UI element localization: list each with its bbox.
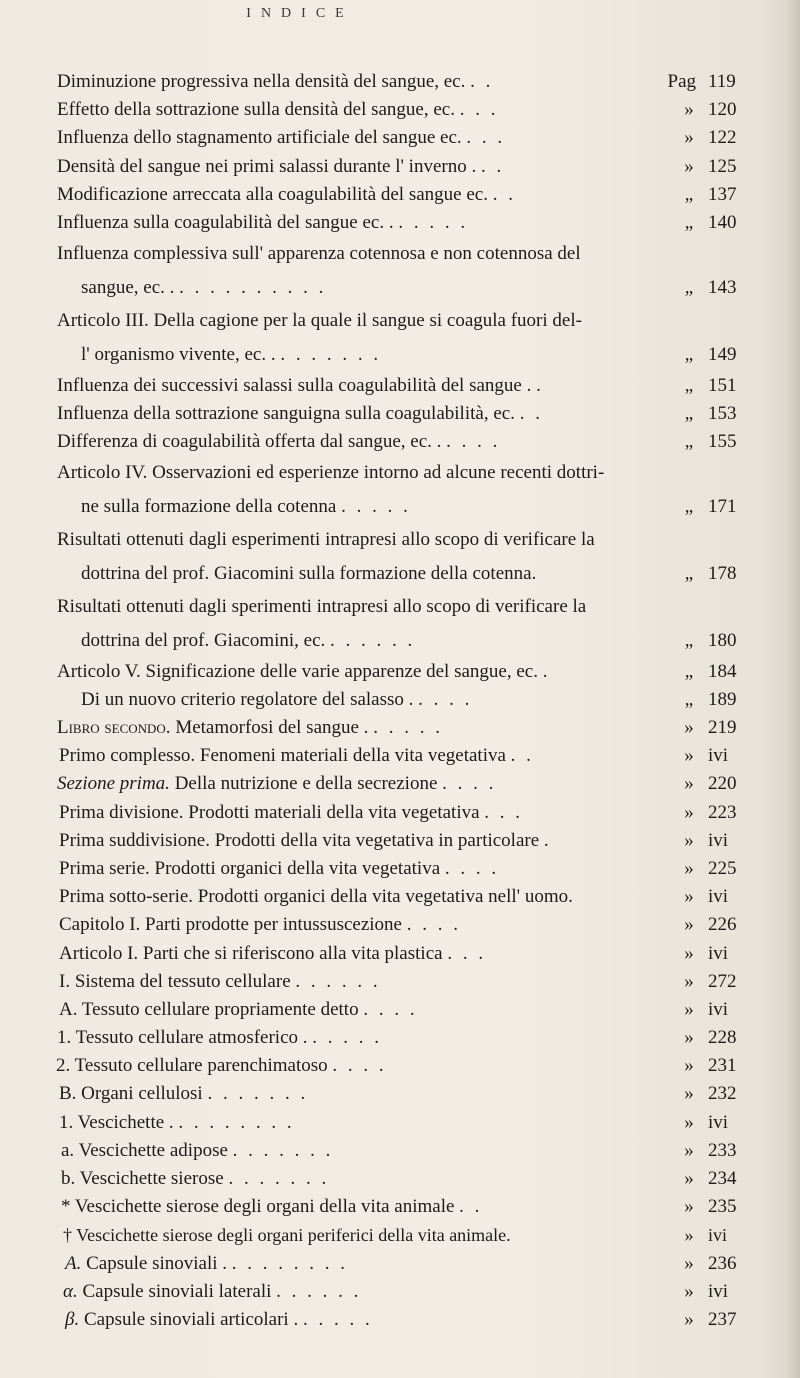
toc-entry-text: I. Sistema del tessuto cellulare	[59, 970, 291, 992]
toc-entry	[57, 1278, 762, 1306]
toc-entry-text: Modificazione arreccata alla coagulabilità del sangue ec.	[57, 183, 488, 205]
ditto-mark: „	[684, 402, 694, 424]
leader-dots: . . .	[447, 942, 487, 964]
toc-entry-text: Della nutrizione e della secrezione	[169, 773, 438, 795]
page-number: 178	[708, 562, 737, 584]
ditto-mark: »	[684, 99, 694, 121]
toc-italic-label: α.	[63, 1280, 78, 1302]
toc-entry	[57, 799, 762, 827]
toc-entry-text: Prima sotto-serie. Prodotti organici della vita vegetativa nell' uomo.	[59, 886, 573, 908]
toc-entry-title	[61, 1165, 329, 1193]
toc-entry-title	[57, 209, 468, 237]
toc-entry-title	[81, 271, 326, 305]
page-number: 155	[708, 430, 737, 452]
page-number: ivi	[708, 1111, 729, 1133]
ditto-mark: »	[684, 1308, 694, 1330]
ditto-mark: »	[684, 829, 694, 851]
toc-entry-text: sangue, ec. .	[81, 276, 175, 298]
toc-entry-title	[59, 799, 523, 827]
page-number: 120	[708, 99, 737, 121]
toc-entry	[57, 968, 762, 996]
toc-entry-text: Articolo III. Della cagione per la quale il sangue si coagula fuori del-	[57, 310, 582, 332]
page-number: 232	[708, 1083, 737, 1105]
leader-dots: . .	[519, 402, 543, 424]
leader-dots: . . . .	[442, 773, 497, 795]
toc-entry-title	[59, 855, 499, 883]
toc-entry-text: Influenza dello stagnamento artificiale del sangue ec.	[57, 127, 462, 149]
page-number: 180	[708, 630, 737, 652]
toc-entry	[57, 883, 762, 911]
toc-entry-text: Prima suddivisione. Prodotti della vita vegetativa in particolare	[59, 829, 540, 851]
page-edge	[786, 0, 800, 1378]
page-number: 225	[708, 857, 737, 879]
toc-italic-label: Sezione prima.	[57, 773, 170, 795]
leader-dots: . . . .	[332, 1055, 387, 1077]
page-number: 219	[708, 717, 737, 738]
toc-entry-text: Influenza complessiva sull' apparenza cotennosa e non cotennosa del	[57, 243, 581, 265]
leader-dots: . . . . . . .	[280, 343, 382, 365]
toc-entry-text: Prima divisione. Prodotti materiali della vita vegetativa	[59, 801, 480, 823]
page-number: 272	[708, 970, 737, 992]
toc-entry-title	[59, 940, 486, 968]
toc-entry	[57, 590, 762, 624]
toc-entry	[57, 1193, 762, 1221]
page-number: ivi	[708, 829, 729, 851]
page-number: 231	[708, 1055, 737, 1077]
toc-entry-title	[57, 96, 498, 124]
toc-entry-text: a. Vescichette adipose	[61, 1139, 228, 1161]
toc-italic-label: β.	[65, 1308, 80, 1330]
leader-dots: .	[542, 660, 551, 682]
toc-entry-text: Metamorfosi del sangue .	[170, 717, 369, 738]
toc-entry-text: Influenza dei successivi salassi sulla coagulabilità del sangue .	[57, 374, 532, 396]
leader-dots: . . . . . . .	[228, 1168, 330, 1189]
toc-entry-title	[57, 68, 493, 96]
ditto-mark: »	[684, 127, 694, 149]
toc-entry-text: Risultati ottenuti dagli esperimenti intrapresi allo scopo di verificare la	[57, 529, 595, 551]
ditto-mark: »	[684, 886, 694, 908]
toc-entry-title	[56, 1052, 387, 1080]
toc-entry-title	[81, 686, 472, 714]
page-number: ivi	[708, 886, 729, 908]
toc-entry-text: A. Tessuto cellulare propriamente detto	[59, 998, 359, 1020]
toc-entry	[57, 1165, 762, 1193]
page-number: ivi	[708, 745, 729, 767]
ditto-mark: »	[684, 1083, 694, 1105]
ditto-mark: »	[684, 998, 694, 1020]
toc-entry-text: l' organismo vivente, ec. .	[81, 343, 276, 365]
toc-entry-title	[81, 338, 381, 372]
leader-dots: . . . . .	[302, 1308, 373, 1330]
ditto-mark: »	[684, 1280, 694, 1302]
toc-entry	[57, 624, 762, 658]
page-number: 228	[708, 1027, 737, 1049]
toc-entry	[57, 770, 762, 798]
toc-entry-text: Prima serie. Prodotti organici della vita vegetativa	[59, 857, 441, 879]
toc-entry-title	[59, 883, 573, 911]
page-number: 223	[708, 801, 737, 823]
toc-entry-text: Articolo V. Significazione delle varie apparenze del sangue, ec.	[57, 660, 538, 682]
toc-entry-text: Risultati ottenuti dagli sperimenti intrapresi allo scopo di verificare la	[57, 596, 587, 618]
toc-entry-title	[57, 1024, 382, 1052]
leader-dots: . .	[492, 183, 516, 205]
toc-entry	[57, 1250, 762, 1278]
page-number: ivi	[708, 1225, 728, 1246]
toc-entry	[57, 237, 762, 271]
ditto-mark: »	[684, 801, 694, 823]
leader-dots: . . . . . . .	[207, 1083, 309, 1105]
ditto-mark: »	[684, 942, 694, 964]
ditto-mark: »	[684, 1252, 694, 1274]
page-number: 237	[708, 1308, 737, 1330]
toc-entry	[57, 1052, 762, 1080]
toc-entry	[57, 658, 762, 686]
leader-dots: . .	[510, 745, 534, 767]
toc-entry	[57, 428, 762, 456]
toc-entry	[57, 523, 762, 557]
toc-entry	[57, 1221, 762, 1249]
page-number: 125	[708, 155, 737, 177]
page-number: 220	[708, 773, 737, 795]
ditto-mark: „	[684, 630, 694, 652]
ditto-mark: »	[684, 155, 694, 177]
page-number: 151	[708, 374, 737, 396]
ditto-mark: „	[684, 183, 694, 205]
toc-italic-label: A.	[65, 1252, 82, 1274]
toc-entry-text: Capsule sinoviali .	[81, 1252, 228, 1274]
page-number: 189	[708, 688, 737, 710]
leader-dots: . . . . . .	[276, 1280, 362, 1302]
toc-entry-text: Articolo I. Parti che si riferiscono alla vita plastica	[59, 942, 443, 964]
toc-entry-title	[57, 590, 586, 624]
toc-entry-text: Di un nuovo criterio regolatore del salasso .	[81, 688, 414, 710]
page-number: ivi	[708, 998, 729, 1020]
toc-entry	[57, 400, 762, 428]
leader-dots: . . . . .	[312, 1027, 383, 1049]
ditto-mark: »	[684, 1111, 694, 1133]
toc-entry	[57, 742, 762, 770]
toc-entry	[57, 304, 762, 338]
ditto-mark: »	[684, 914, 694, 936]
leader-dots: . . . .	[406, 914, 461, 936]
toc-entry-text: Densità del sangue nei primi salassi durante l' inverno .	[57, 155, 477, 177]
leader-dots: . . . . . . . .	[178, 1111, 295, 1133]
page-number: 153	[708, 402, 737, 424]
page-number: 236	[708, 1252, 737, 1274]
toc-book-label: Libro secondo.	[57, 717, 171, 738]
toc-entry-text: 1. Tessuto cellulare atmosferico .	[57, 1027, 308, 1049]
ditto-mark: „	[684, 495, 694, 517]
page-number: 149	[708, 343, 737, 365]
page-header: INDICE	[246, 6, 354, 21]
ditto-mark: »	[684, 857, 694, 879]
page-number: 235	[708, 1196, 737, 1218]
toc-entry-title	[57, 181, 516, 209]
toc-entry	[57, 1080, 762, 1108]
leader-dots: . . .	[466, 127, 506, 149]
page-number: 143	[708, 276, 737, 298]
leader-dots: . .	[459, 1196, 483, 1218]
ditto-mark: »	[684, 1027, 694, 1049]
leader-dots: . . . .	[418, 688, 473, 710]
toc-entry-text: dottrina del prof. Giacomini sulla formazione della cotenna.	[81, 562, 537, 584]
toc-entry	[57, 456, 762, 490]
toc-entry-text: Capsule sinoviali articolari .	[79, 1308, 299, 1330]
toc-entry	[57, 271, 762, 305]
toc-entry-text: Diminuzione progressiva nella densità del sangue, ec.	[57, 71, 466, 92]
pag-label: Pag	[667, 71, 696, 92]
leader-dots: . . . . .	[373, 717, 443, 738]
toc-entry-text: Differenza di coagulabilità offerta dal sangue, ec. .	[57, 430, 442, 452]
toc-entry-title	[57, 714, 443, 742]
toc-entry-title	[59, 827, 552, 855]
toc-entry-title	[57, 237, 581, 271]
toc-entry-title	[63, 1221, 511, 1249]
toc-entry-text: Capitolo I. Parti prodotte per intussuscezione	[59, 914, 402, 936]
toc-entry	[57, 209, 762, 237]
leader-dots: .	[543, 829, 552, 851]
toc-entry-text: Influenza della sottrazione sanguigna sulla coagulabilità, ec.	[57, 402, 515, 424]
toc-entry-text: ne sulla formazione della cotenna	[81, 495, 337, 517]
ditto-mark: »	[684, 1139, 694, 1161]
ditto-mark: „	[684, 660, 694, 682]
leader-dots: . . . . . . . . . .	[179, 276, 327, 298]
toc-entry-title	[65, 1306, 373, 1334]
page-number: 140	[708, 211, 737, 233]
leader-dots: . . .	[484, 801, 524, 823]
toc-entry	[57, 124, 762, 152]
page-number: 184	[708, 660, 737, 682]
toc-entry-title	[57, 372, 544, 400]
ditto-mark: »	[684, 717, 694, 738]
leader-dots: . . . . . . .	[232, 1139, 334, 1161]
ditto-mark: „	[684, 211, 694, 233]
leader-dots: . . .	[459, 99, 499, 121]
leader-dots: . . . . . . . .	[231, 1252, 349, 1274]
toc-entry	[57, 96, 762, 124]
toc-entry-title	[81, 557, 536, 591]
toc-entry-title	[57, 658, 550, 686]
ditto-mark: »	[684, 970, 694, 992]
toc-entry	[57, 1137, 762, 1165]
toc-entry-text: Capsule sinoviali laterali	[77, 1280, 272, 1302]
toc-entry-title	[59, 968, 381, 996]
leader-dots: . . . . . .	[295, 970, 381, 992]
page-number: 122	[708, 127, 737, 149]
toc-entry-text: 1. Vescichette .	[59, 1111, 174, 1133]
toc-entry-title	[61, 1193, 482, 1221]
toc-entry	[57, 372, 762, 400]
toc-entry	[57, 181, 762, 209]
leader-dots: . .	[470, 71, 494, 92]
ditto-mark: „	[684, 430, 694, 452]
toc-entry-title	[59, 1080, 308, 1108]
page-number: 234	[708, 1168, 737, 1189]
toc-entry-title	[65, 1250, 348, 1278]
toc-entry-title	[57, 124, 505, 152]
page-number: 226	[708, 914, 737, 936]
toc-entry-title	[81, 490, 411, 524]
toc-entry	[57, 940, 762, 968]
toc-entry-text: * Vescichette sierose degli organi della vita animale	[61, 1196, 455, 1218]
toc-entry-title	[57, 456, 604, 490]
toc-entry	[57, 1024, 762, 1052]
leader-dots: . . . . . .	[330, 630, 416, 652]
toc-entry	[57, 1306, 762, 1334]
toc-entry	[57, 1109, 762, 1137]
toc-entry-title	[59, 996, 418, 1024]
toc-entry	[57, 338, 762, 372]
leader-dots: . . . . .	[398, 211, 469, 233]
toc-entry-text: † Vescichette sierose degli organi periferici della vita animale.	[63, 1225, 511, 1246]
toc-entry-text: 2. Tessuto cellulare parenchimatoso	[56, 1055, 328, 1077]
toc-entry-title	[81, 624, 415, 658]
leader-dots: . . . .	[363, 998, 418, 1020]
ditto-mark: »	[684, 1225, 694, 1246]
ditto-mark: »	[684, 1196, 694, 1218]
toc-entry-text: dottrina del prof. Giacomini, ec.	[81, 630, 326, 652]
toc-entry-title	[57, 153, 504, 181]
leader-dots: . . . .	[446, 430, 501, 452]
toc-entry-text: b. Vescichette sierose	[61, 1168, 224, 1189]
toc-entry-title	[59, 742, 534, 770]
toc-entry	[57, 557, 762, 591]
ditto-mark: „	[684, 343, 694, 365]
toc-entry-text: Primo complesso. Fenomeni materiali della vita vegetativa	[59, 745, 506, 767]
toc-entry-title	[57, 770, 496, 798]
toc-entry-title	[61, 1137, 333, 1165]
leader-dots: . . . . .	[341, 495, 411, 517]
ditto-mark: „	[684, 276, 694, 298]
toc-entry-text: B. Organi cellulosi	[59, 1083, 203, 1105]
toc-entry	[57, 911, 762, 939]
toc-entry-title	[57, 304, 582, 338]
toc-entry-title	[57, 428, 500, 456]
table-of-contents	[57, 68, 762, 1334]
leader-dots: . . . .	[444, 857, 500, 879]
ditto-mark: »	[684, 1055, 694, 1077]
page-number: ivi	[708, 1280, 729, 1302]
toc-entry	[57, 490, 762, 524]
toc-entry-title	[57, 523, 595, 557]
toc-entry	[57, 996, 762, 1024]
ditto-mark: »	[684, 773, 694, 795]
ditto-mark: »	[684, 1168, 694, 1189]
leader-dots: . .	[480, 155, 505, 177]
toc-entry-title	[59, 1109, 295, 1137]
ditto-mark: „	[684, 688, 694, 710]
toc-entry	[57, 827, 762, 855]
page-number: 233	[708, 1139, 737, 1161]
toc-entry-title	[63, 1278, 361, 1306]
toc-entry-text: Articolo IV. Osservazioni ed esperienze intorno ad alcune recenti dottri-	[57, 462, 605, 484]
toc-entry	[57, 855, 762, 883]
toc-entry-title	[59, 911, 461, 939]
page-number: 171	[708, 495, 737, 517]
toc-entry	[57, 68, 762, 96]
leader-dots: .	[536, 374, 544, 396]
toc-entry-title	[57, 400, 543, 428]
toc-entry	[57, 153, 762, 181]
ditto-mark: „	[684, 374, 694, 396]
toc-entry	[57, 714, 762, 742]
toc-entry-text: Influenza sulla coagulabilità del sangue ec. .	[57, 211, 394, 233]
toc-entry	[57, 686, 762, 714]
ditto-mark: „	[684, 562, 694, 584]
page-number: ivi	[708, 942, 729, 964]
page-number: 119	[708, 71, 736, 92]
ditto-mark: »	[684, 745, 694, 767]
toc-entry-text: Effetto della sottrazione sulla densità del sangue, ec.	[57, 99, 455, 121]
page-number: 137	[708, 183, 737, 205]
